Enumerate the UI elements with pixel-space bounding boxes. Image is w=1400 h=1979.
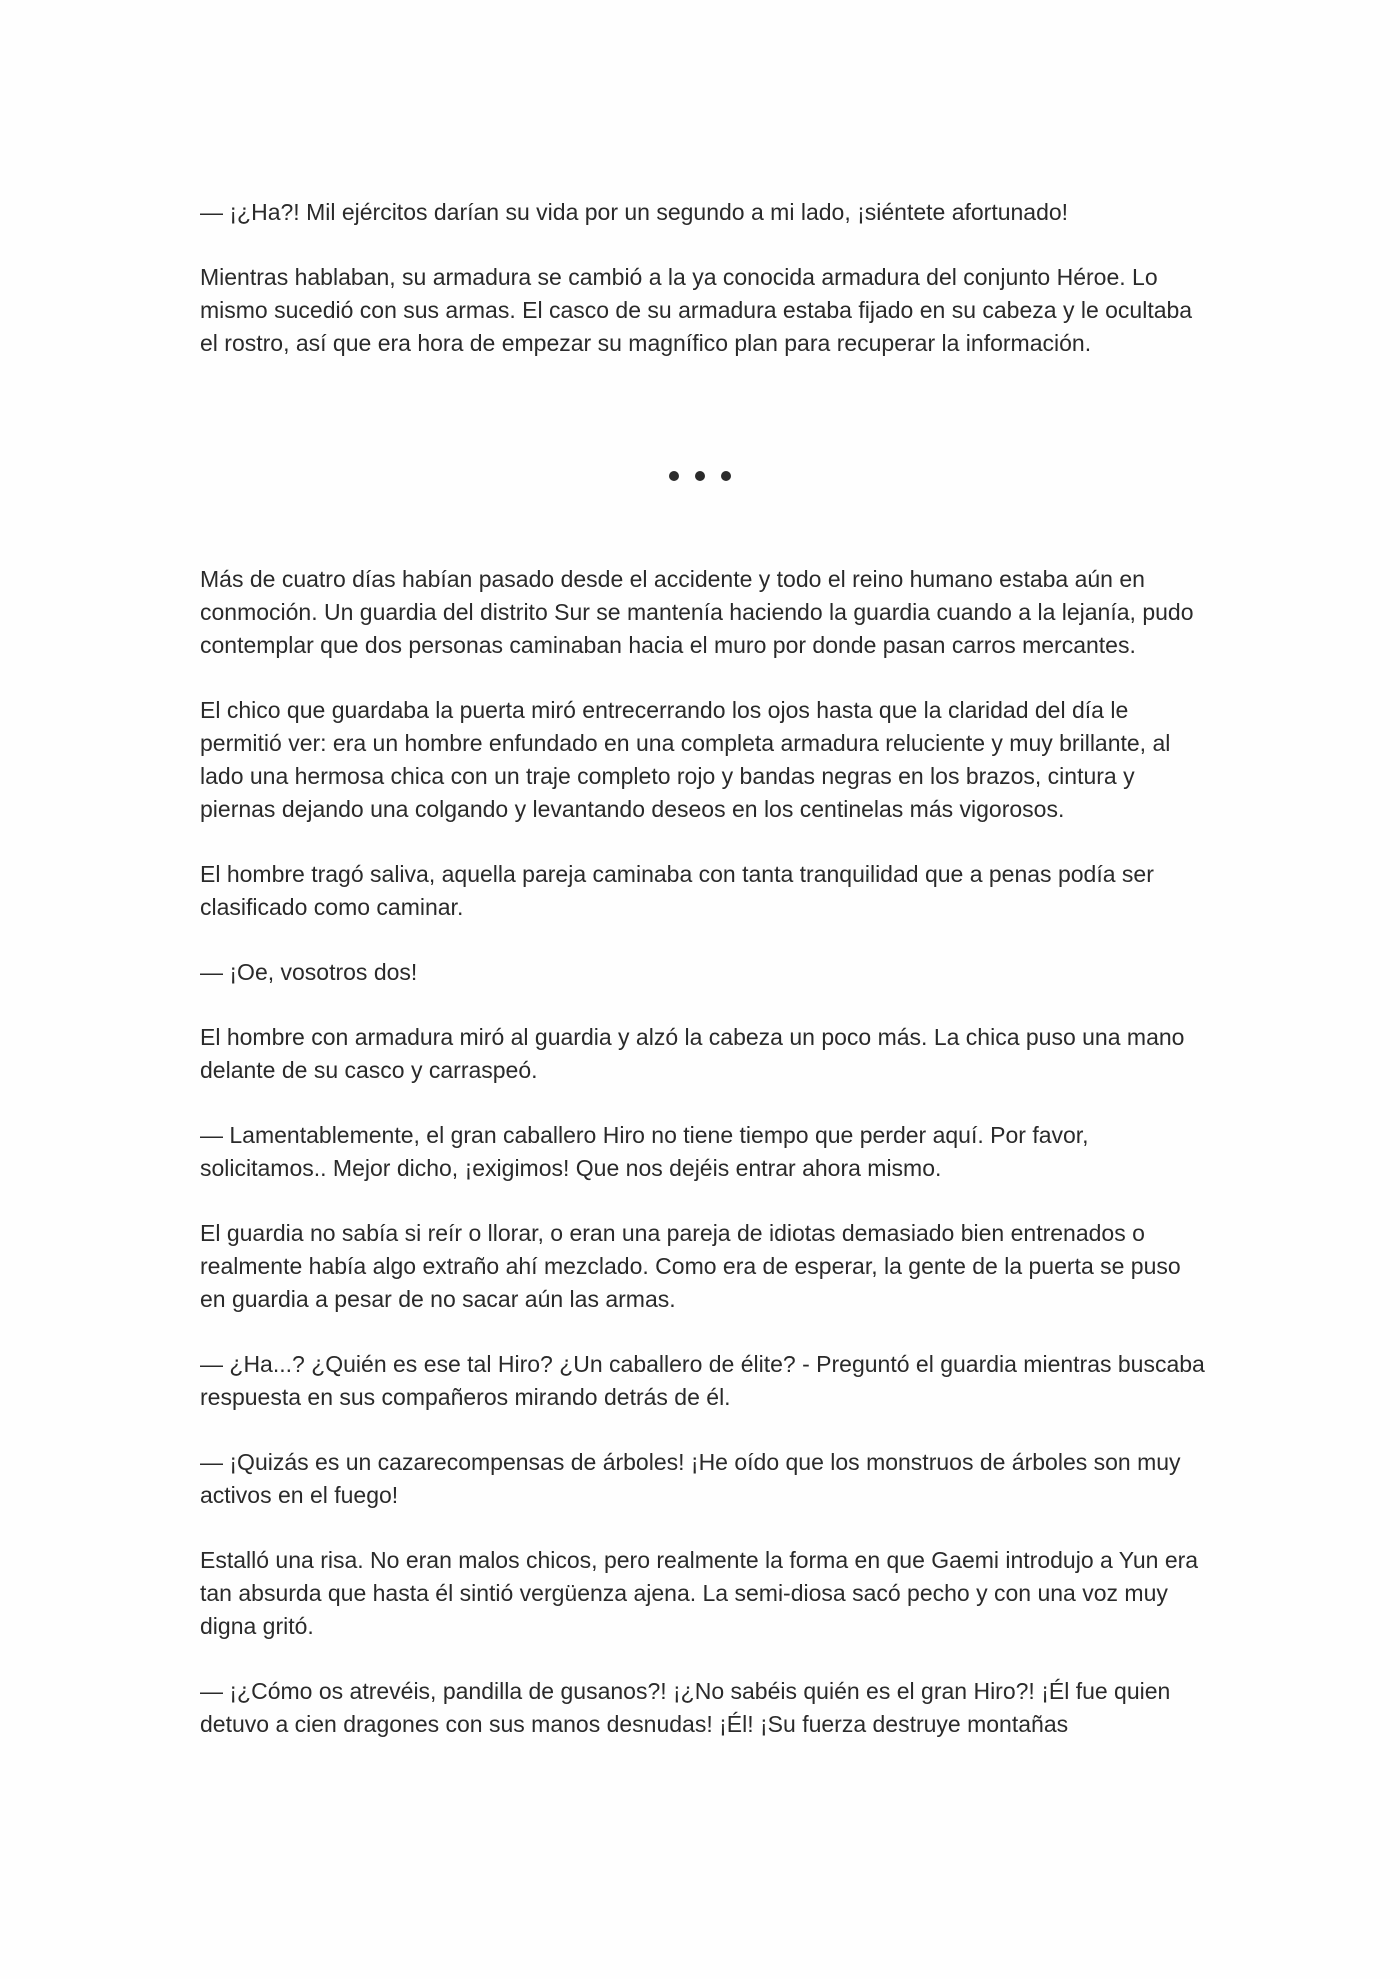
text-section-main — [200, 563, 1210, 1741]
paragraph: Más de cuatro días habían pasado desde el accidente y todo el reino humano estaba aún en conmoción. Un guardia del distrito Sur se mantenía haciendo la guardia cuando a la lejanía, pudo contemplar que dos personas caminaban hacia el muro por donde pasan carros mercantes. — [200, 566, 1194, 658]
paragraph: El hombre con armadura miró al guardia y alzó la cabeza un poco más. La chica puso una mano delante de su casco y carraspeó. — [200, 1024, 1185, 1083]
paragraph: El chico que guardaba la puerta miró entrecerrando los ojos hasta que la claridad del día le permitió ver: era un hombre enfundado en una completa armadura reluciente y muy brillante, al lado una hermosa chica con un traje completo rojo y bandas negras en los brazos, cintura y piernas dejando una colgando y levantando deseos en los centinelas más vigorosos. — [200, 697, 1171, 822]
separator-dot — [721, 471, 731, 481]
paragraph: El guardia no sabía si reír o llorar, o eran una pareja de idiotas demasiado bien entrenados o realmente había algo extraño ahí mezclado. Como era de esperar, la gente de la puerta se puso en guardia a pesar de no sacar aún las armas. — [200, 1220, 1181, 1312]
dialogue-line: — ¡¿Cómo os atrevéis, pandilla de gusanos?! ¡¿No sabéis quién es el gran Hiro?! ¡Él fue quien detuvo a cien dragones con sus manos desnudas! ¡Él! ¡Su fuerza destruye montañas — [200, 1678, 1171, 1737]
paragraph: Mientras hablaban, su armadura se cambió a la ya conocida armadura del conjunto Héroe. Lo mismo sucedió con sus armas. El casco de su armadura estaba fijado en su cabeza y le ocultaba el rostro, así que era hora de empezar su magnífico plan para recuperar la información. — [200, 264, 1193, 356]
separator-dot — [695, 471, 705, 481]
paragraph: El hombre tragó saliva, aquella pareja caminaba con tanta tranquilidad que a penas podía ser clasificado como caminar. — [200, 861, 1154, 920]
section-separator — [200, 466, 1200, 486]
dialogue-line: — ¡Quizás es un cazarecompensas de árboles! ¡He oído que los monstruos de árboles son muy activos en el fuego! — [200, 1449, 1181, 1508]
dialogue-line: — ¡¿Ha?! Mil ejércitos darían su vida por un segundo a mi lado, ¡siéntete afortunado! — [200, 199, 1069, 225]
dialogue-line: — Lamentablemente, el gran caballero Hiro no tiene tiempo que perder aquí. Por favor, solicitamos.. Mejor dicho, ¡exigimos! Que nos dejéis entrar ahora mismo. — [200, 1122, 1089, 1181]
text-section-top — [200, 196, 1210, 360]
dialogue-line: — ¿Ha...? ¿Quién es ese tal Hiro? ¿Un caballero de élite? - Preguntó el guardia mientras buscaba respuesta en sus compañeros mirando detrás de él. — [200, 1351, 1205, 1410]
dialogue-line: — ¡Oe, vosotros dos! — [200, 959, 418, 985]
separator-dot — [669, 471, 679, 481]
paragraph: Estalló una risa. No eran malos chicos, pero realmente la forma en que Gaemi introdujo a Yun era tan absurda que hasta él sintió vergüenza ajena. La semi-diosa sacó pecho y con una voz muy digna gritó. — [200, 1547, 1199, 1639]
